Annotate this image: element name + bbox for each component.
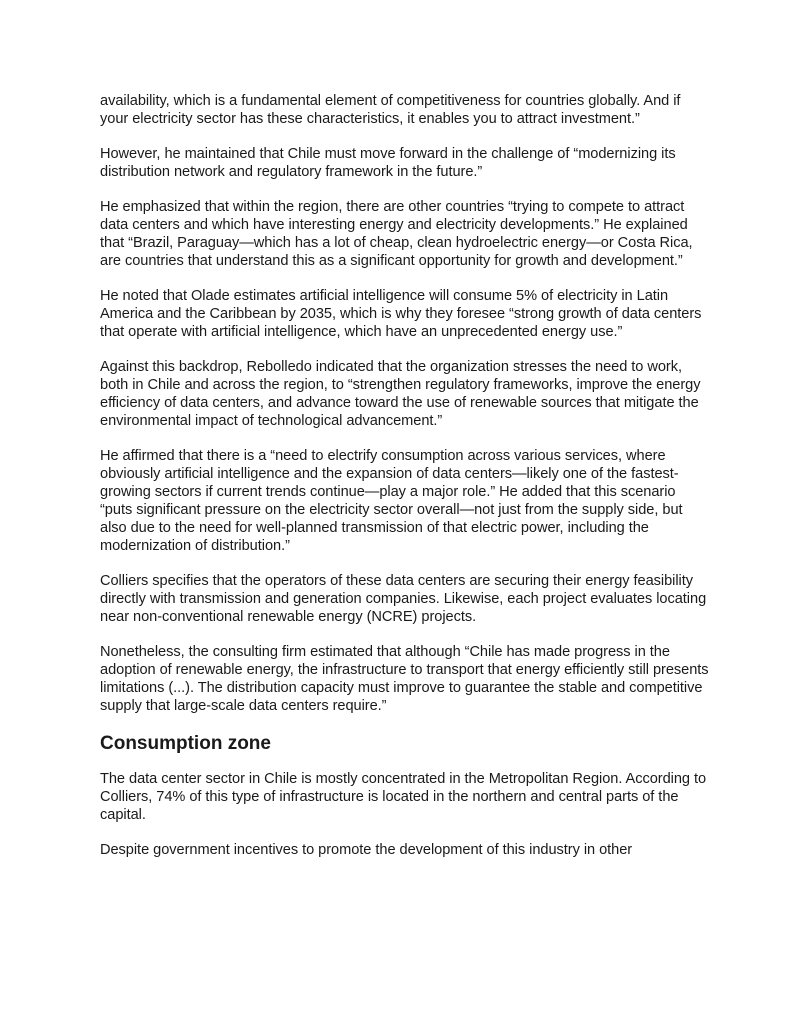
paragraph-metropolitan-region: The data center sector in Chile is mostly concentrated in the Metropolitan Region. According to Colliers, 74% of this type of infrastructure is located in the northern and central parts of the capital. xyxy=(100,771,707,823)
paragraph-modernizing: However, he maintained that Chile must move forward in the challenge of “modernizing its distribution network and regulatory framework in the future.” xyxy=(100,146,676,180)
paragraph-olade-estimate: He noted that Olade estimates artificial intelligence will consume 5% of electricity in Latin America and the Caribbean by 2035, which is why they foresee “strong growth of data centers that operate with artificial intelligence, which have an unprecedented energy use.” xyxy=(100,288,702,340)
section-heading: Consumption zone xyxy=(100,733,271,754)
paragraph-electrify-consumption: He affirmed that there is a “need to electrify consumption across various services, where obviously artificial intelligence and the expansion of data centers—likely one of the fastest-growing sectors if current trends continue—play a major role.” He added that this scenario “puts significant pressure on the electricity sector overall—not just from the supply side, but also due to the need for well-planned transmission of that electric power, including the modernization of distribution.” xyxy=(100,448,683,554)
paragraph-consulting-firm: Nonetheless, the consulting firm estimated that although “Chile has made progress in the adoption of renewable energy, the infrastructure to transport that energy efficiently still presents limitations (...). The distribution capacity must improve to guarantee the stable and competitive supply that large-scale data centers require.” xyxy=(100,644,709,714)
paragraph-government-incentives: Despite government incentives to promote the development of this industry in other xyxy=(100,842,633,858)
paragraph-colliers-feasibility: Colliers specifies that the operators of these data centers are securing their energy feasibility directly with transmission and generation companies. Likewise, each project evaluates locating near non-conventional renewable energy (NCRE) projects. xyxy=(100,573,707,625)
paragraph-availability: availability, which is a fundamental element of competitiveness for countries globally. And if your electricity sector has these characteristics, it enables you to attract investment.” xyxy=(100,93,681,127)
document-page xyxy=(100,92,710,876)
paragraph-rebolledo: Against this backdrop, Rebolledo indicated that the organization stresses the need to work, both in Chile and across the region, to “strengthen regulatory frameworks, improve the energy efficiency of data centers, and advance toward the use of renewable sources that mitigate the environmental impact of technological advancement.” xyxy=(100,359,701,429)
paragraph-regional-competition: He emphasized that within the region, there are other countries “trying to compete to attract data centers and which have interesting energy and electricity developments.” He explained that “Brazil, Paraguay—which has a lot of cheap, clean hydroelectric energy—or Costa Rica, are countries that understand this as a significant opportunity for growth and development.” xyxy=(100,199,693,269)
